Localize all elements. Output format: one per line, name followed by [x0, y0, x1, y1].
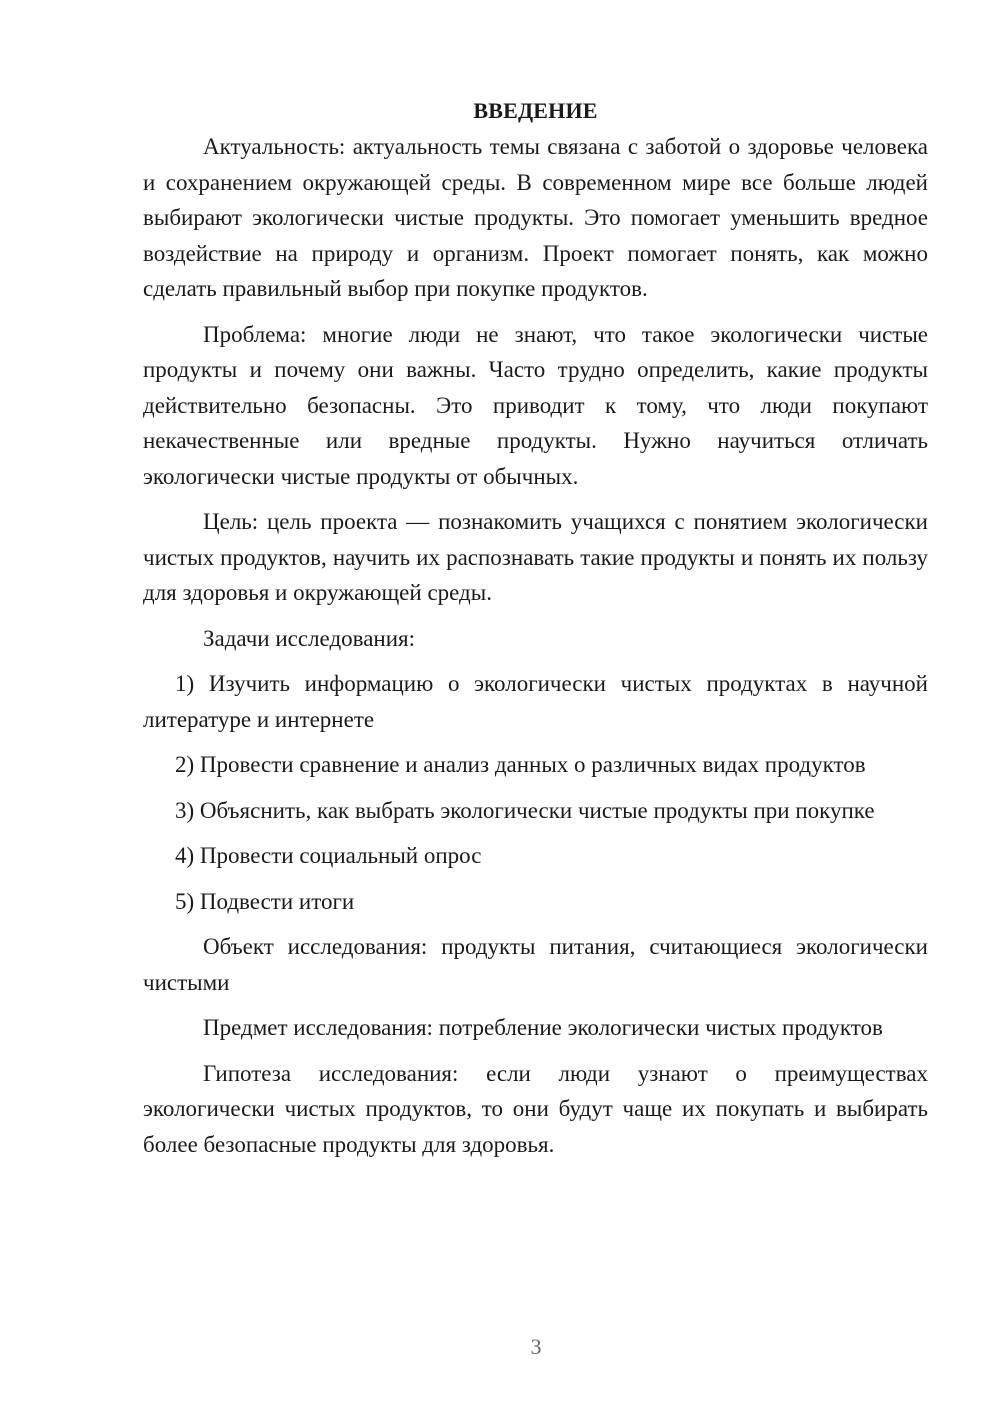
- goal-paragraph: Цель: цель проекта — познакомить учащихся с понятием экологически чистых продуктов, научить их распознавать такие продукты и понять их пользу для здоровья и окружающей среды.: [143, 509, 928, 605]
- task-item-1: 1) Изучить информацию о экологически чистых продуктах в научной литературе и интернете: [143, 671, 928, 732]
- page-number: 3: [530, 1334, 542, 1359]
- task-item-4: 4) Провести социальный опрос: [175, 843, 482, 868]
- section-title: ВВЕДЕНИЕ: [473, 98, 598, 123]
- subject-paragraph: Предмет исследования: потребление экологически чистых продуктов: [203, 1015, 883, 1040]
- tasks-label: Задачи исследования:: [203, 625, 416, 651]
- task-item-2: 2) Провести сравнение и анализ данных о различных видах продуктов: [175, 752, 866, 777]
- task-item-3: 3) Объяснить, как выбрать экологически чистые продукты при покупке: [175, 797, 875, 823]
- relevance-paragraph: Актуальность: актуальность темы связана с заботой о здоровье человека и сохранением окружающей среды. В современном мире все больше людей выбирают экологически чистые продукты. Это помогает уменьшить вредное воздействие на природу и организм. Проект помогает понять, как можно сделать правильный выбор при покупке продуктов.: [143, 134, 928, 301]
- problem-paragraph: Проблема: многие люди не знают, что такое экологически чистые продукты и почему они важны. Часто трудно определить, какие продукты действительно безопасны. Это приводит к тому, что люди покупают некачественные или вредные продукты. Нужно научиться отличать экологически чистые продукты от обычных.: [143, 321, 928, 489]
- hypothesis-paragraph: Гипотеза исследования: если люди узнают о преимуществах экологически чистых продуктов, то они будут чаще их покупать и выбирать более безопасные продукты для здоровья.: [143, 1060, 928, 1157]
- task-item-5: 5) Подвести итоги: [175, 888, 355, 914]
- page-content: [143, 93, 928, 1162]
- object-paragraph: Объект исследования: продукты питания, считающиеся экологически чистыми: [143, 934, 928, 995]
